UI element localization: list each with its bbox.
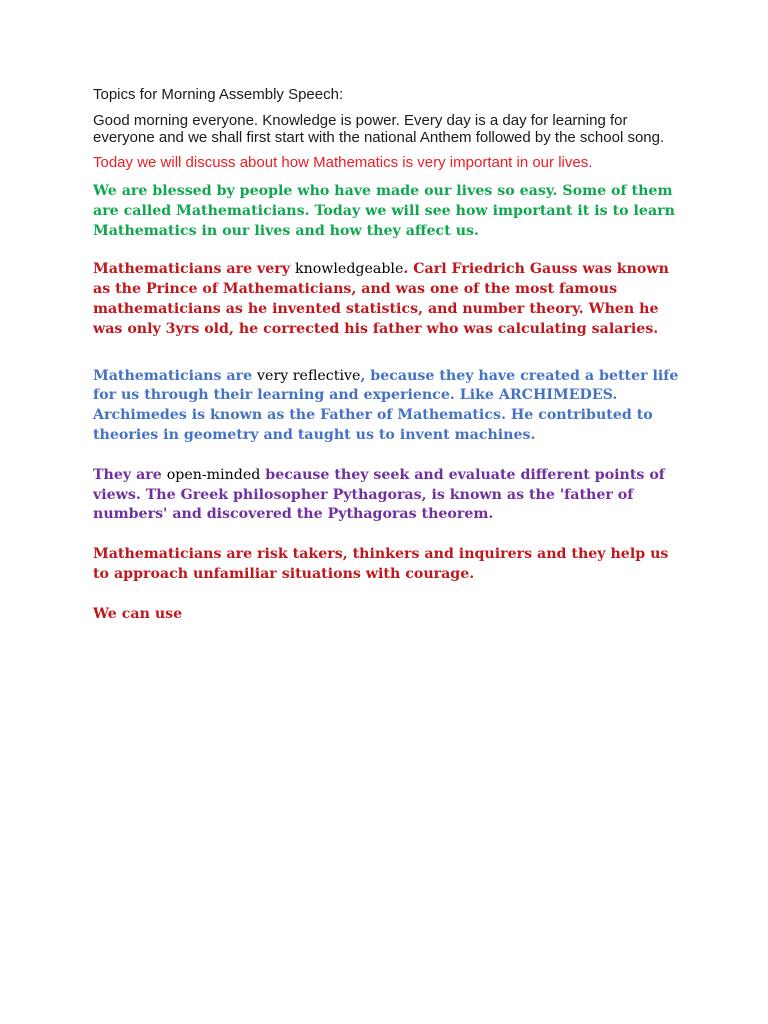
reflective-lead: Mathematicians are: [93, 367, 258, 384]
openminded-lead: They are: [93, 466, 167, 483]
openminded-keyword: open-minded: [166, 466, 261, 483]
intro-paragraph: Good morning everyone. Knowledge is power. Every day is a day for learning for everyone and we shall first start with the national Anthem followed by the school song.: [93, 112, 665, 146]
openminded-paragraph: [93, 466, 683, 525]
knowledgeable-keyword: knowledgeable: [294, 261, 404, 278]
reflective-paragraph: [93, 367, 683, 446]
knowledgeable-lead: Mathematicians are very: [93, 261, 295, 278]
document-page: [93, 86, 683, 625]
reflective-rest: , because they have created a better life for us through their learning and experience. Like ARCHIMEDES. Archimedes is known as the Father of Mathematics. He contributed to theories in geometry and taught us to invent machines.: [93, 367, 679, 443]
document-heading: Topics for Morning Assembly Speech:: [93, 86, 344, 103]
closing-paragraph: We can use: [93, 605, 183, 622]
today-paragraph: Today we will discuss about how Mathematics is very important in our lives.: [93, 154, 593, 171]
risk-paragraph: Mathematicians are risk takers, thinkers and inquirers and they help us to approach unfamiliar situations with courage.: [93, 546, 669, 582]
knowledgeable-rest: . Carl Friedrich Gauss was known as the Prince of Mathematicians, and was one of the most famous mathematicians as he invented statistics, and number theory. When he was only 3yrs old, he corrected his father who was calculating salaries.: [93, 261, 669, 337]
blessed-paragraph: We are blessed by people who have made our lives so easy. Some of them are called Mathematicians. Today we will see how important it is to learn Mathematics in our lives and how they affect us.: [93, 183, 675, 239]
knowledgeable-paragraph: [93, 260, 683, 339]
reflective-keyword: very reflective: [257, 367, 361, 384]
openminded-rest: because they seek and evaluate different points of views. The Greek philosopher Pythagoras, is known as the 'father of numbers' and discovered the Pythagoras theorem.: [93, 466, 665, 523]
